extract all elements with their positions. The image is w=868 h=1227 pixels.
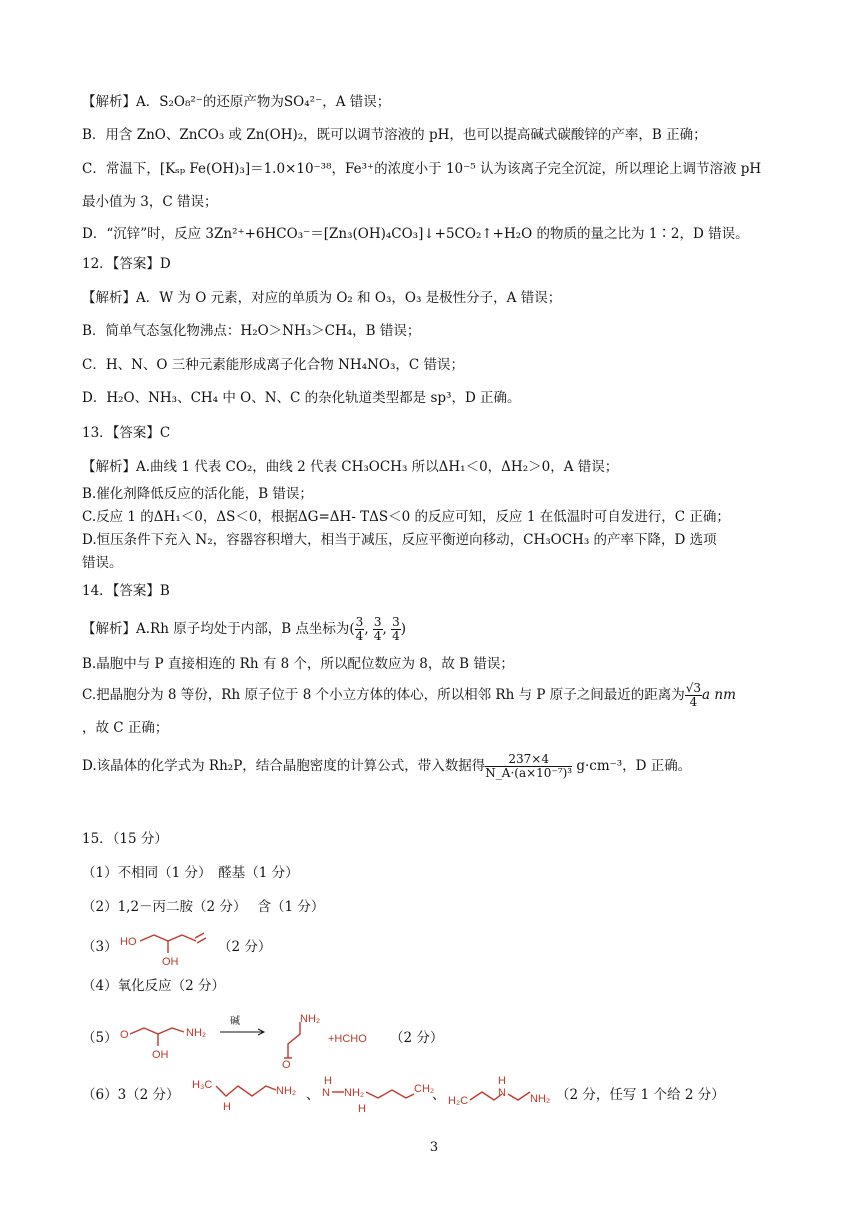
answer-15-6-label: （6）3（2 分） [82,1087,180,1103]
analysis-13-d-cont: 错误。 [82,555,123,571]
analysis-12-d: D．H₂O、NH₃、CH₄ 中 O、N、C 的杂化轨道类型都是 sp³，D 正确。 [82,390,521,406]
analysis-11-c-cont: 最小值为 3，C 错误； [82,194,218,210]
svg-text:NH₂: NH₂ [186,1027,207,1039]
svg-text:NH₂: NH₂ [344,1087,365,1099]
structure-glyceraldehyde [118,925,218,969]
analysis-12-b: B．简单气态氢化物沸点：H₂O＞NH₃＞CH₄，B 错误； [82,323,421,339]
svg-text:H₂C: H₂C [448,1095,469,1107]
separator-2: 、 [432,1087,446,1103]
answer-14: 14．【答案】B [82,583,170,599]
analysis-12-a: 【解析】A．W 为 O 元素，对应的单质为 O₂ 和 O₃，O₃ 是极性分子，A 错误； [82,290,562,306]
analysis-14-a-text: 【解析】A.Rh 原子均处于内部，B 点坐标为( [82,621,355,637]
structure-isomer-2 [322,1072,438,1116]
structure-isomer-3 [446,1072,556,1116]
svg-text:H: H [358,1103,366,1115]
fraction-density: $\frac{237\times 4}{\text{N\_A·(a×10⁻⁷)³}}$ [485,752,573,780]
answer-13: 13．【答案】C [82,425,171,441]
analysis-11-d: D．“沉锌”时，反应 3Zn²⁺+6HCO₃⁻＝[Zn₃(OH)₄CO₃]↓+5CO₂↑+H₂O 的物质的量之比为 1∶2，D 错误。 [82,226,749,242]
svg-text:H: H [498,1075,506,1087]
svg-text:NH₂: NH₂ [276,1085,297,1097]
answer-15-3-score: （2 分） [218,939,272,955]
answer-15-3-label: （3） [82,939,118,955]
svg-text:O: O [282,1059,291,1070]
analysis-11-a: 【解析】A．S₂O₈²⁻的还原产物为SO₄²⁻，A 错误； [82,94,391,110]
question-15-header: 15．（15 分） [82,831,168,847]
answer-15-6-score: （2 分，任写 1 个给 2 分） [556,1087,725,1103]
svg-text:N: N [322,1087,330,1099]
svg-text:H: H [223,1101,231,1113]
analysis-13-d: D.恒压条件下充入 N₂，容器容积增大，相当于减压，反应平衡逆向移动，CH₃OCH₃ 的产率下降，D 选项 [82,532,717,548]
svg-text:OH: OH [152,1049,169,1061]
fraction-x: $\frac{3}{4}$ [355,615,364,643]
answer-15-5-label: （5） [82,1030,118,1046]
svg-text:OH: OH [162,956,179,968]
svg-text:O: O [120,1029,129,1041]
svg-text:N: N [498,1087,506,1099]
svg-text:NH₂: NH₂ [530,1093,551,1105]
analysis-13-a: 【解析】A.曲线 1 代表 CO₂，曲线 2 代表 CH₃OCH₃ 所以ΔH₁＜0，ΔH₂＞0，A 错误； [82,459,619,475]
answer-15-2: （2）1,2－丙二胺（2 分） 含（1 分） [82,899,325,915]
svg-text:NH₂: NH₂ [300,1013,321,1025]
svg-text:CH₂: CH₂ [414,1083,435,1095]
answer-12: 12．【答案】D [82,256,171,272]
analysis-11-b: B．用含 ZnO、ZnCO₃ 或 Zn(OH)₂，既可以调节溶液的 pH，也可以提高碱式碳酸锌的产率，B 正确； [82,127,707,143]
fraction-z: $\frac{3}{4}$ [392,615,400,643]
analysis-11-c: C．常温下，[Kₛₚ Fe(OH)₃]＝1.0×10⁻³⁸，Fe³⁺的浓度小于 10⁻⁵ 认为该离子完全沉淀，所以理论上调节溶液 pH [82,161,762,177]
analysis-14-c: C.把晶胞分为 8 等份，Rh 原子位于 8 个小立方体的体心，所以相邻 Rh 与 P 原子之间最近的距离为 $\frac{√3}{4}$ a nm [82,681,736,709]
answer-15-5-score: （2 分） [390,1030,444,1046]
analysis-14-c-cont: ，故 C 正确； [82,720,169,736]
analysis-13-b: B.催化剂降低反应的活化能，B 错误； [82,486,313,502]
svg-text:+HCHO: +HCHO [328,1033,367,1045]
structure-isomer-1 [190,1072,308,1116]
fraction-distance: $\frac{√3}{4}$ [685,681,702,709]
svg-text:H: H [324,1075,332,1087]
page-number: 3 [429,1140,439,1155]
analysis-14-a: 【解析】A.Rh 原子均处于内部，B 点坐标为( $\frac{3}{4}$ , $\frac{3}{4}$ , $\frac{3}{4}$ ) [82,615,407,643]
svg-text:碱: 碱 [230,1016,240,1027]
answer-15-1: （1）不相同（1 分） 醛基（1 分） [82,865,299,881]
analysis-14-d: D.该晶体的化学式为 Rh₂P，结合晶胞密度的计算公式，带入数据得 $\frac{237\times 4}{\text{N\_A·(a×10⁻⁷)³}}$ g·cm⁻³，D 正确。 [82,752,692,780]
reaction-15-5 [118,1010,388,1070]
separator-1: 、 [306,1087,320,1103]
answer-15-4: （4）氧化反应（2 分） [82,978,225,994]
analysis-12-c: C．H、N、O 三种元素能形成离子化合物 NH₄NO₃，C 错误； [82,357,464,373]
analysis-14-b: B.晶胞中与 P 直接相连的 Rh 有 8 个，所以配位数应为 8，故 B 错误； [82,656,514,672]
analysis-13-c: C.反应 1 的ΔH₁＜0，ΔS＜0，根据ΔG=ΔH- TΔS＜0 的反应可知，反应 1 在低温时可自发进行，C 正确； [82,509,730,525]
svg-text:H₃C: H₃C [192,1079,213,1091]
fraction-y: $\frac{3}{4}$ [373,615,382,643]
svg-text:HO: HO [120,936,137,948]
